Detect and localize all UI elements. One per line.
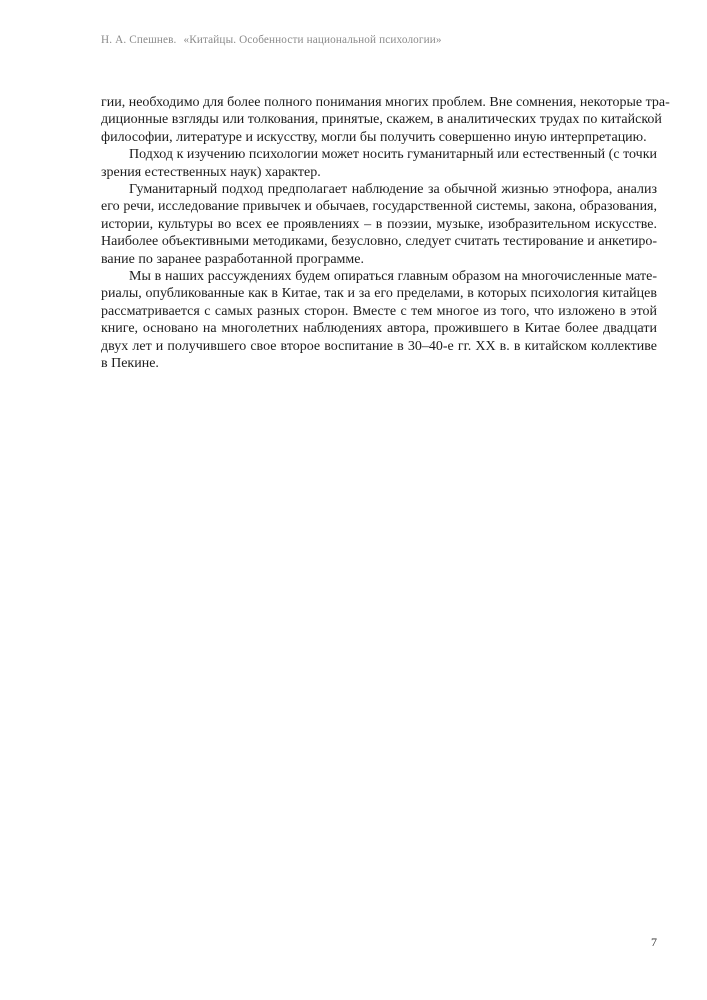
text-line: Гуманитарный подход предполагает наблюдение за обычной жизнью этнофора, анализ (129, 182, 657, 198)
text-line: Мы в наших рассуждениях будем опираться главным образом на многочисленные мате- (129, 269, 657, 285)
body-text (101, 94, 670, 373)
text-line: книге, основано на многолетних наблюдениях автора, прожившего в Китае более двадцати (101, 321, 657, 337)
paragraph-1 (101, 94, 670, 146)
text-line: гии, необходимо для более полного понимания многих проблем. Вне сомнения, некоторые тра- (101, 95, 670, 110)
paragraph-4 (101, 268, 657, 372)
text-line: его речи, исследование привычек и обычаев, государственной системы, закона, образования, (101, 199, 657, 215)
text-line: двух лет и получившего свое второе воспитание в 30–40-е гг. XX в. в китайском коллективе (101, 338, 657, 354)
running-header (101, 34, 661, 46)
header-author: Н. А. Спешнев. (101, 34, 177, 46)
text-line: диционные взгляды или толкования, принятые, скажем, в аналитических трудах по китайской (101, 112, 662, 128)
header-title: «Китайцы. Особенности национальной психологии» (183, 34, 442, 46)
text-line: в Пекине. (101, 356, 159, 372)
text-line: рассматривается с самых разных сторон. Вместе с тем многое из того, что изложено в этой (101, 303, 657, 319)
paragraph-2 (101, 146, 657, 181)
text-line: Наиболее объективными методиками, безусловно, следует считать тестирование и анкетиро- (101, 234, 657, 250)
text-line: философии, литературе и искусству, могли бы получить совершенно иную интерпретацию. (101, 129, 647, 145)
text-line: вание по заранее разработанной программе. (101, 251, 364, 267)
paragraph-3 (101, 181, 657, 268)
text-line: Подход к изучению психологии может носить гуманитарный или естественный (с точки (129, 147, 657, 163)
text-line: зрения естественных наук) характер. (101, 164, 321, 180)
text-line: риалы, опубликованные как в Китае, так и за его пределами, в которых психология китайцев (101, 286, 657, 302)
page-number: 7 (651, 935, 657, 949)
text-line: истории, культуры во всех ее проявлениях – в поэзии, музыке, изобразительном искусстве. (101, 216, 657, 232)
